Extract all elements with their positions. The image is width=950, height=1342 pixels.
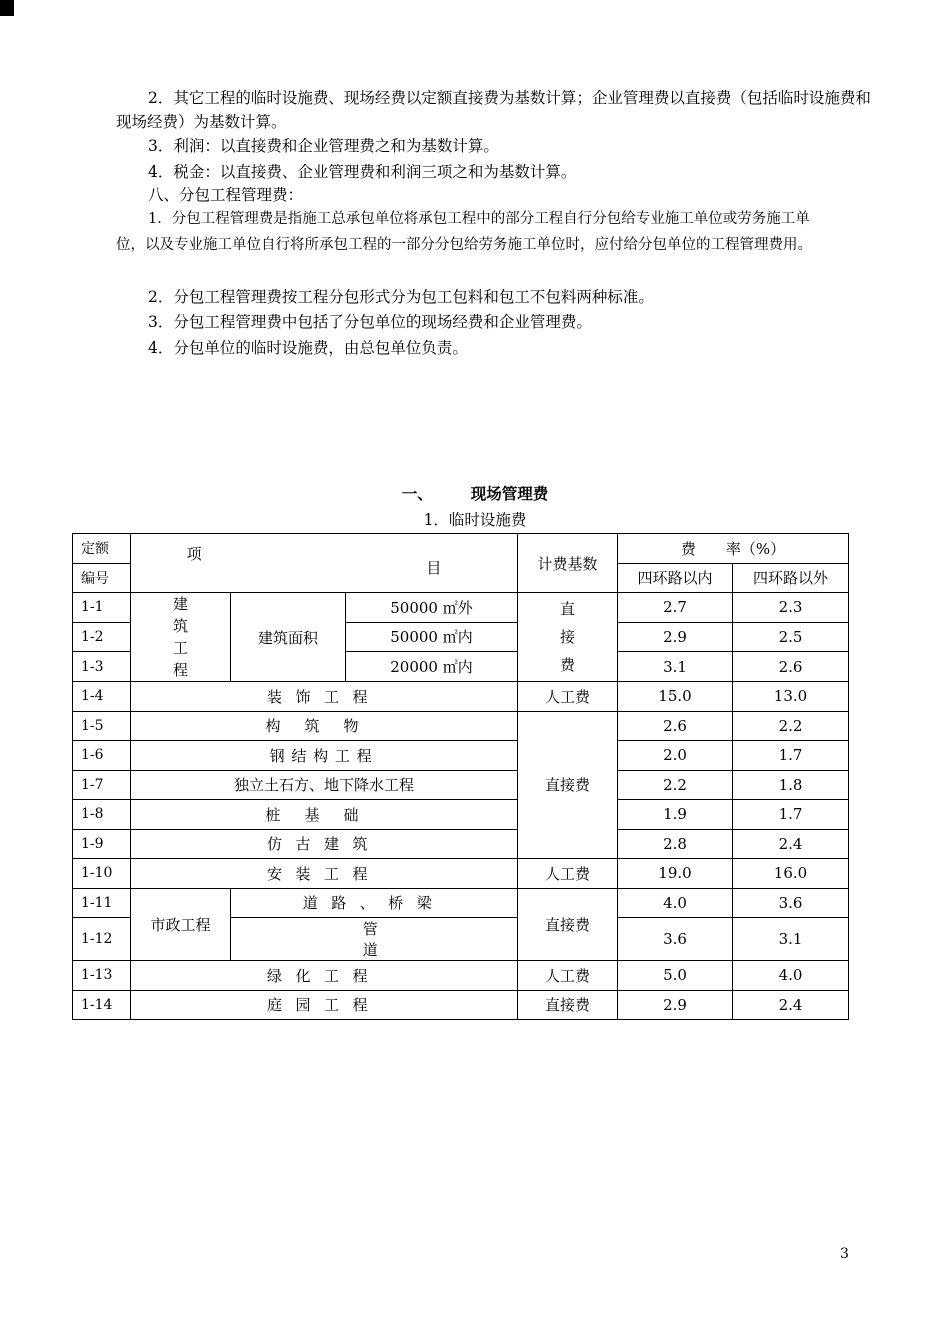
row-item: 装饰工程 [131,682,518,712]
row-item: 庭园工程 [131,990,518,1020]
paragraph-subcontract-includes: 3．分包工程管理费中包括了分包单位的现场经费和企业管理费。 [148,313,592,331]
row-code: 1-1 [73,593,131,623]
building-group-char: 工 [172,639,188,657]
row-outside: 2.4 [733,990,849,1020]
row-code: 1-7 [73,770,131,800]
row-outside: 2.3 [733,593,849,623]
row-code: 1-8 [73,800,131,830]
row-inside: 3.6 [618,918,733,961]
row-base: 直接费 [518,990,618,1020]
row-inside: 1.9 [618,800,733,830]
row-outside: 16.0 [733,859,849,889]
row-inside: 2.9 [618,622,733,652]
building-area: 建筑面积 [231,593,346,682]
table-row [73,741,849,771]
row-code: 1-14 [73,990,131,1020]
header-item-a: 项 [186,544,202,563]
row-item: 道路、桥梁 [231,888,518,918]
header-item [131,534,518,593]
row-code: 1-5 [73,711,131,741]
header-code-top: 定额 [73,534,131,564]
direct-cost-char: 直 [559,600,575,618]
section-number: 一、 [401,484,433,503]
building-group [131,593,231,682]
direct-cost-char: 费 [559,656,575,674]
row-inside: 2.7 [618,593,733,623]
page-number: 3 [840,1246,849,1262]
row-inside: 4.0 [618,888,733,918]
paragraph-profit: 3．利润：以直接费和企业管理费之和为基数计算。 [148,137,499,155]
row-base: 人工费 [518,682,618,712]
row-inside: 2.6 [618,711,733,741]
subsection-heading: 1．临时设施费 [423,511,527,529]
row-code: 1-6 [73,741,131,771]
section-heading [0,482,950,504]
row-outside: 2.4 [733,829,849,859]
table-header-row [73,534,849,564]
paragraph-subcontract-heading: 八、分包工程管理费： [148,186,304,204]
row-inside: 15.0 [618,682,733,712]
paragraph-base-other: 2．其它工程的临时设施费、现场经费以定额直接费为基数计算；企业管理费以直接费（包括临时设施费和现场经费）为基数计算。 [116,89,871,131]
header-base: 计费基数 [518,534,618,593]
row-item: 绿化工程 [131,961,518,991]
paragraph-tax: 4．税金：以直接费、企业管理费和利润三项之和为基数计算。 [148,163,577,181]
row-base: 直接费 [518,711,618,859]
row-item: 构筑物 [131,711,518,741]
table-row [73,593,849,623]
row-code: 1-13 [73,961,131,991]
row-code: 1-12 [73,918,131,961]
row-outside: 1.7 [733,800,849,830]
table-row [73,800,849,830]
row-outside: 13.0 [733,682,849,712]
row-code: 1-2 [73,622,131,652]
table-row [73,682,849,712]
row-code: 1-11 [73,888,131,918]
building-group-char: 筑 [172,617,188,635]
row-base: 人工费 [518,961,618,991]
row-code: 1-9 [73,829,131,859]
row-base: 人工费 [518,859,618,889]
building-group-char: 建 [172,595,188,613]
building-group-char: 程 [172,661,188,679]
row-item: 50000 ㎡内 [346,622,518,652]
row-item: 桩基础 [131,800,518,830]
row-item: 钢结构工程 [131,741,518,771]
header-outside: 四环路以外 [733,563,849,593]
row-inside: 3.1 [618,652,733,682]
row-item: 仿古建筑 [131,829,518,859]
section-title: 现场管理费 [470,484,549,503]
row-outside: 2.2 [733,711,849,741]
row-inside: 2.8 [618,829,733,859]
row-inside: 2.9 [618,990,733,1020]
table-row [73,888,849,918]
row-outside: 3.6 [733,888,849,918]
temporary-facility-rate-table [72,533,849,1020]
table-row [73,770,849,800]
row-inside: 2.0 [618,741,733,771]
row-outside: 4.0 [733,961,849,991]
row-item: 50000 ㎡外 [346,593,518,623]
row-inside: 5.0 [618,961,733,991]
row-outside: 3.1 [733,918,849,961]
direct-cost-char: 接 [559,628,575,646]
paragraph-subcontract-definition: 1．分包工程管理费是指施工总承包单位将承包工程中的部分工程自行分包给专业施工单位或劳务施工单位，以及专业施工单位自行将所承包工程的一部分分包给劳务施工单位时，应付给分包单位的工程管理费用。 [116,211,812,253]
row-inside: 19.0 [618,859,733,889]
row-code: 1-4 [73,682,131,712]
row-inside: 2.2 [618,770,733,800]
paragraph-subcontract-standards: 2．分包工程管理费按工程分包形式分为包工包料和包工不包料两种标准。 [148,288,654,306]
header-item-b: 目 [426,558,442,577]
row-code: 1-3 [73,652,131,682]
paragraph-subcontract-temporary: 4．分包单位的临时设施费，由总包单位负责。 [148,339,468,357]
row-item: 安装工程 [131,859,518,889]
row-outside: 1.8 [733,770,849,800]
table-row [73,990,849,1020]
row-outside: 2.5 [733,622,849,652]
table-row [73,961,849,991]
header-inside: 四环路以内 [618,563,733,593]
table-row [73,711,849,741]
corner-mark [0,0,14,16]
table-row [73,829,849,859]
header-code-bottom: 编号 [73,563,131,593]
row-item: 管道 [231,918,518,961]
row-item: 20000 ㎡内 [346,652,518,682]
direct-cost-group [518,593,618,682]
row-outside: 1.7 [733,741,849,771]
municipal-group: 市政工程 [131,888,231,961]
row-code: 1-10 [73,859,131,889]
table-row [73,859,849,889]
row-item: 独立土石方、地下降水工程 [131,770,518,800]
row-base: 直接费 [518,888,618,961]
header-rate: 费 率（%） [618,534,849,564]
row-outside: 2.6 [733,652,849,682]
